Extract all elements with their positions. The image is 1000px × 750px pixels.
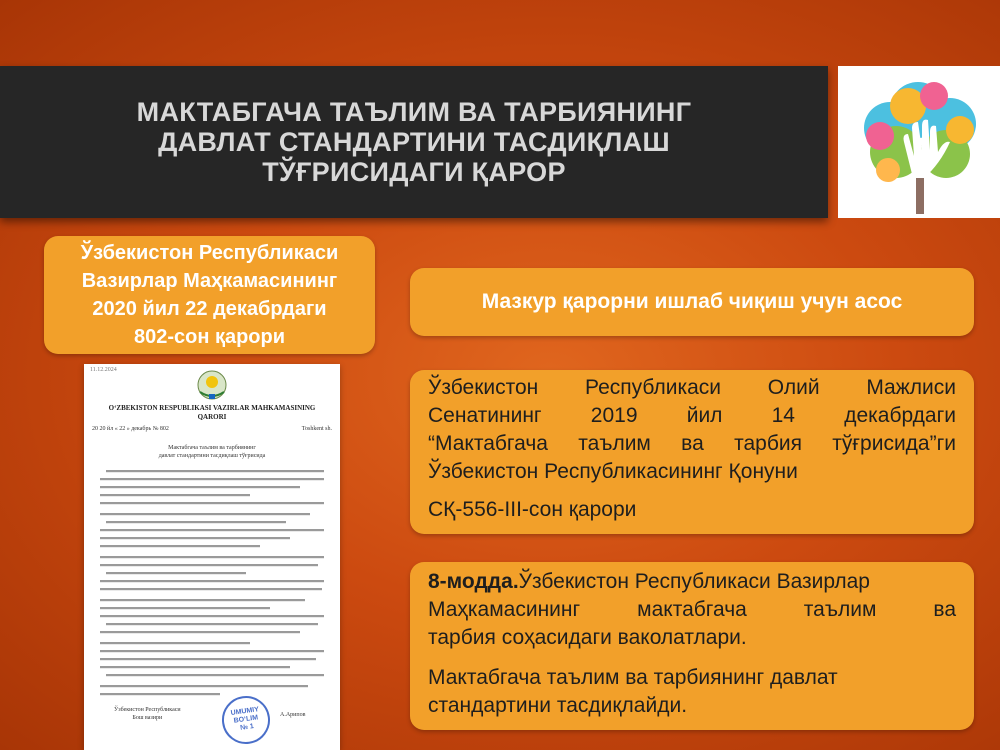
doc-title-line-2: давлат стандартини тасдиқлаш тўғрисида xyxy=(158,453,266,459)
doc-text-line xyxy=(100,486,300,488)
doc-signer-line-1: Ўзбекистон Республикаси xyxy=(114,707,181,713)
doc-text-line xyxy=(100,537,290,539)
doc-text-line xyxy=(100,599,305,601)
doc-text-line xyxy=(100,556,324,558)
doc-text-line xyxy=(100,513,310,515)
doc-signer-line-2: Бош вазири xyxy=(132,715,163,721)
state-emblem-icon xyxy=(192,368,232,402)
doc-body-text-lines xyxy=(84,466,340,696)
doc-text-line xyxy=(100,502,324,504)
logo-box xyxy=(838,66,1000,218)
hand-tree-logo-icon xyxy=(838,66,1000,218)
doc-text-line xyxy=(100,529,324,531)
decree-line-4: 802-сон қарори xyxy=(133,326,286,348)
doc-title xyxy=(84,444,340,460)
title-line-3: ТЎҒРИСИДАГИ ҚАРОР xyxy=(262,157,566,187)
stamp-line-2: BO‘LIM xyxy=(233,714,259,725)
doc-text-line xyxy=(100,631,300,633)
doc-text-line xyxy=(100,615,324,617)
doc-org-line-2: QARORI xyxy=(197,413,227,421)
doc-text-line xyxy=(100,607,270,609)
slide-title xyxy=(137,97,692,187)
stamp-line-1: UMUMIY xyxy=(230,706,260,718)
doc-corner-date: 11.12.2024 xyxy=(90,367,117,373)
title-line-2: ДАВЛАТ СТАНДАРТИНИ ТАСДИҚЛАШ xyxy=(158,127,670,157)
article-label: 8-модда. xyxy=(428,570,519,593)
doc-text-line xyxy=(106,674,324,676)
basis-heading-box xyxy=(410,268,974,336)
decree-box xyxy=(44,236,375,354)
doc-text-line xyxy=(106,623,318,625)
doc-text-line xyxy=(100,478,324,480)
article-box xyxy=(410,562,974,730)
law-box xyxy=(410,370,974,534)
doc-stamp xyxy=(219,693,273,747)
title-line-1: МАКТАБГАЧА ТАЪЛИМ ВА ТАРБИЯНИНГ xyxy=(136,97,692,127)
doc-signer-name: А.Арипов xyxy=(280,712,306,718)
law-line-2: Сенатининг 2019 йил 14 декабрдаги xyxy=(428,404,956,427)
doc-signer xyxy=(114,706,181,722)
decree-line-3: 2020 йил 22 декабрдаги xyxy=(92,298,327,320)
doc-text-line xyxy=(106,521,286,523)
title-bar xyxy=(0,66,828,218)
doc-org-line-1: O‘ZBEKISTON RESPUBLIKASI VAZIRLAR MAHKAMASINING xyxy=(108,404,316,412)
law-number: СҚ-556-III-сон қарори xyxy=(428,498,637,521)
doc-text-line xyxy=(106,470,324,472)
decree-document xyxy=(84,364,340,750)
article-line-1 xyxy=(428,568,956,596)
basis-heading: Мазкур қарорни ишлаб чиқиш учун асос xyxy=(481,290,903,313)
doc-text-line xyxy=(100,658,316,660)
doc-text-line xyxy=(106,572,246,574)
article-line-3: тарбия соҳасидаги ваколатлари. xyxy=(428,626,747,649)
doc-text-line xyxy=(100,588,322,590)
doc-number-line xyxy=(92,426,332,432)
law-line-1: Ўзбекистон Республикаси Олий Мажлиси xyxy=(428,376,956,399)
doc-text-line xyxy=(100,650,324,652)
decree-line-1: Ўзбекистон Республикаси xyxy=(80,242,339,264)
law-line-4: Ўзбекистон Республикасининг Қонуни xyxy=(428,460,798,483)
doc-text-line xyxy=(100,666,290,668)
article-first: Ўзбекистон Республикаси Вазирлар xyxy=(518,570,870,593)
doc-text-line xyxy=(100,545,260,547)
doc-text-line xyxy=(100,685,308,687)
doc-number: 20 20 йл « 22 » декабрь № 802 xyxy=(92,426,169,432)
article-line-2: Маҳкамасининг мактабгача таълим ва xyxy=(428,598,956,621)
doc-title-line-1: Мактабгача таълим ва тарбиянинг xyxy=(168,445,256,451)
law-line-3: “Мактабгача таълим ва тарбия тўғрисида”ги xyxy=(428,432,956,455)
doc-text-line xyxy=(100,642,250,644)
doc-org xyxy=(84,404,340,422)
stamp-line-3: № 1 xyxy=(239,723,255,732)
decree-line-2: Вазирлар Маҳкамасининг xyxy=(81,270,338,292)
doc-text-line xyxy=(100,494,250,496)
doc-text-line xyxy=(100,693,220,695)
approves-text: Мактабгача таълим ва тарбиянинг давлат стандартини тасдиқлайди. xyxy=(428,666,838,717)
doc-place: Toshkent sh. xyxy=(301,426,332,432)
doc-text-line xyxy=(100,564,318,566)
doc-text-line xyxy=(100,580,324,582)
